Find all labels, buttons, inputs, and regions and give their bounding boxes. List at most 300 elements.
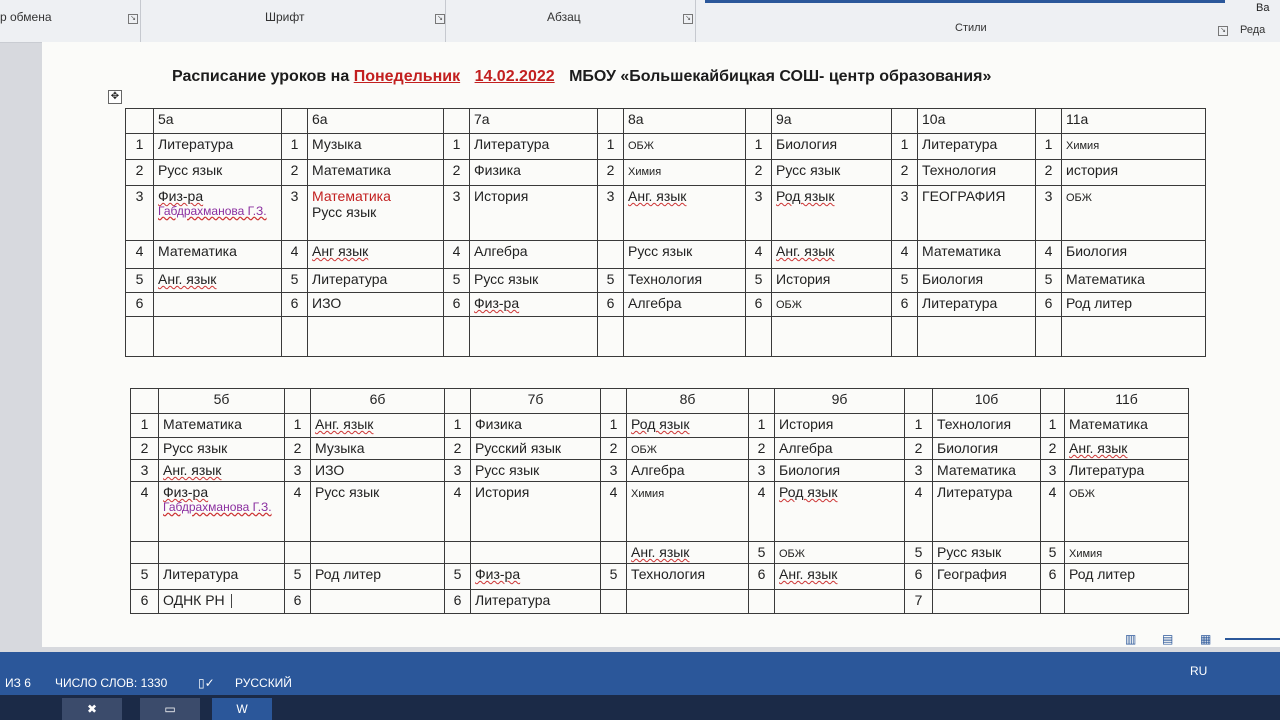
class-header-1[interactable]: 6а — [308, 109, 444, 134]
subject-cell[interactable] — [1065, 590, 1189, 614]
subject-cell[interactable] — [933, 460, 1041, 482]
ribbon-accent — [705, 0, 1225, 3]
subject-cell[interactable] — [308, 269, 444, 293]
subject-cell[interactable] — [918, 134, 1036, 160]
lesson-number-cell[interactable]: 4 — [749, 482, 775, 542]
subject-cell[interactable] — [154, 241, 282, 269]
subject-cell[interactable] — [311, 438, 445, 460]
paragraph-group-label: Абзац — [547, 10, 581, 24]
subject-cell[interactable] — [918, 269, 1036, 293]
lesson-number-cell[interactable]: 2 — [282, 160, 308, 186]
header-num-cell[interactable] — [285, 389, 311, 414]
subject-cell[interactable] — [159, 460, 285, 482]
read-mode-icon[interactable]: ▥ — [1125, 632, 1137, 646]
subject-cell[interactable] — [311, 460, 445, 482]
lesson-number-cell[interactable]: 3 — [282, 186, 308, 241]
lesson-number-cell[interactable]: 3 — [445, 460, 471, 482]
lesson-number-cell[interactable]: 6 — [285, 590, 311, 614]
subject-cell[interactable] — [627, 438, 749, 460]
subject-cell[interactable] — [471, 414, 601, 438]
subject-cell[interactable] — [1065, 414, 1189, 438]
subject-text: ОБЖ — [779, 548, 805, 560]
lesson-number-cell[interactable]: 6 — [126, 293, 154, 317]
subject-cell[interactable] — [159, 542, 285, 564]
header-num-cell[interactable] — [598, 109, 624, 134]
subject-text: Биология — [779, 462, 841, 478]
subject-cell[interactable] — [624, 186, 746, 241]
subject-text: Род язык — [631, 416, 690, 432]
subject-cell[interactable] — [1062, 317, 1206, 357]
subject-cell[interactable] — [470, 160, 598, 186]
table-move-handle-icon[interactable]: ✥ — [108, 90, 122, 104]
class-header-0[interactable]: 5б — [159, 389, 285, 414]
subject-cell[interactable] — [918, 293, 1036, 317]
subject-cell[interactable] — [308, 160, 444, 186]
subject-text: ОБЖ — [628, 140, 654, 152]
word-count[interactable]: ЧИСЛО СЛОВ: 1330 — [55, 676, 168, 690]
lesson-number-cell[interactable]: 2 — [598, 160, 624, 186]
lesson-number-cell[interactable] — [598, 241, 624, 269]
print-layout-icon[interactable]: ▤ — [1162, 632, 1174, 646]
lesson-number-cell[interactable]: 5 — [126, 269, 154, 293]
header-num-cell[interactable] — [282, 109, 308, 134]
subject-cell[interactable] — [470, 186, 598, 241]
subject-cell[interactable] — [933, 564, 1041, 590]
lesson-number-cell[interactable] — [445, 542, 471, 564]
subject-text: Литература — [922, 295, 998, 311]
subject-cell[interactable] — [308, 186, 444, 241]
subject-cell[interactable] — [1065, 542, 1189, 564]
table-header-row — [126, 109, 1206, 134]
subject-cell[interactable] — [624, 317, 746, 357]
class-header-0[interactable]: 5а — [154, 109, 282, 134]
class-header-3[interactable]: 8б — [627, 389, 749, 414]
lesson-number-cell[interactable] — [601, 590, 627, 614]
subject-text: История — [776, 271, 831, 287]
subject-cell[interactable] — [154, 160, 282, 186]
lesson-number-cell[interactable]: 1 — [445, 414, 471, 438]
subject-cell[interactable] — [918, 241, 1036, 269]
subject-text: Математика — [163, 416, 242, 432]
subject-cell[interactable] — [1062, 241, 1206, 269]
subject-text: Русский язык — [475, 440, 562, 456]
clipboard-launcher-icon[interactable]: ↘ — [128, 14, 138, 24]
subject-text: Род язык — [776, 188, 835, 204]
subject-cell[interactable] — [471, 590, 601, 614]
subject-text: Анг. язык — [779, 566, 838, 582]
lesson-number-cell[interactable]: 1 — [598, 134, 624, 160]
subject-cell[interactable] — [1062, 269, 1206, 293]
subject-cell[interactable] — [772, 317, 892, 357]
subject-cell[interactable] — [627, 482, 749, 542]
subject-text: Технология — [937, 416, 1012, 432]
subject-cell[interactable] — [1065, 482, 1189, 542]
lesson-number-cell[interactable]: 6 — [905, 564, 933, 590]
subject-cell[interactable] — [311, 542, 445, 564]
lesson-number-cell[interactable]: 5 — [892, 269, 918, 293]
lesson-number-cell[interactable]: 2 — [905, 438, 933, 460]
proofing-icon[interactable]: ▯✓ — [198, 676, 215, 690]
subject-cell[interactable] — [1062, 134, 1206, 160]
teacher-note: Габдрахманова Г.З. — [163, 500, 272, 514]
lesson-number-cell[interactable]: 4 — [445, 482, 471, 542]
subject-cell[interactable] — [154, 186, 282, 241]
lesson-number-cell[interactable]: 1 — [282, 134, 308, 160]
lesson-number-cell[interactable]: 3 — [601, 460, 627, 482]
lesson-number-cell[interactable]: 4 — [746, 241, 772, 269]
lesson-number-cell[interactable]: 6 — [746, 293, 772, 317]
subject-cell[interactable] — [775, 564, 905, 590]
font-launcher-icon[interactable]: ↘ — [435, 14, 445, 24]
lesson-number-cell[interactable]: 4 — [444, 241, 470, 269]
subject-cell[interactable] — [471, 482, 601, 542]
subject-cell[interactable] — [624, 241, 746, 269]
input-language[interactable]: RU — [1190, 664, 1208, 678]
lesson-number-cell[interactable]: 5 — [444, 269, 470, 293]
lesson-number-cell[interactable]: 3 — [598, 186, 624, 241]
web-layout-icon[interactable]: ▦ — [1200, 632, 1212, 646]
subject-text: Русс язык — [776, 162, 841, 178]
subject-cell[interactable] — [308, 241, 444, 269]
class-header-2[interactable]: 7а — [470, 109, 598, 134]
lesson-number-cell[interactable]: 5 — [749, 542, 775, 564]
subject-text: Род литер — [315, 566, 382, 582]
subject-text: Анг язык — [312, 243, 369, 259]
header-num-cell[interactable] — [131, 389, 159, 414]
document-title — [172, 68, 991, 86]
subject-cell[interactable] — [772, 241, 892, 269]
ribbon-group-font — [140, 0, 446, 42]
subject-text: История — [779, 416, 834, 432]
subject-cell[interactable] — [624, 134, 746, 160]
subject-text: Род литер — [1066, 295, 1133, 311]
lesson-number-cell[interactable]: 2 — [892, 160, 918, 186]
lesson-number-cell[interactable]: 6 — [282, 293, 308, 317]
class-header-5[interactable]: 10а — [918, 109, 1036, 134]
subject-text: Анг. язык — [776, 243, 835, 259]
lesson-number-cell[interactable]: 3 — [892, 186, 918, 241]
lesson-number-cell[interactable]: 5 — [1036, 269, 1062, 293]
subject-text: Биология — [1066, 243, 1128, 259]
lesson-number-cell[interactable]: 2 — [444, 160, 470, 186]
subject-cell[interactable] — [772, 293, 892, 317]
lesson-number-cell[interactable] — [601, 542, 627, 564]
header-num-cell[interactable] — [892, 109, 918, 134]
subject-text: Химия — [631, 488, 665, 500]
lesson-number-cell[interactable]: 5 — [285, 564, 311, 590]
subject-cell[interactable] — [159, 590, 285, 614]
class-header-5[interactable]: 10б — [933, 389, 1041, 414]
table-row — [131, 438, 1189, 460]
lesson-number-cell[interactable]: 7 — [905, 590, 933, 614]
subject-cell[interactable] — [775, 414, 905, 438]
lesson-number-cell[interactable]: 1 — [285, 414, 311, 438]
class-header-6[interactable]: 11а — [1062, 109, 1206, 134]
subject-cell[interactable] — [471, 564, 601, 590]
subject-cell[interactable] — [470, 317, 598, 357]
subject-text: Анг. язык — [163, 462, 222, 478]
subject-cell[interactable] — [918, 317, 1036, 357]
subject-cell[interactable] — [918, 160, 1036, 186]
lesson-number-cell[interactable]: 2 — [746, 160, 772, 186]
editing-group-label: Реда — [1240, 24, 1266, 36]
lesson-number-cell[interactable] — [749, 590, 775, 614]
lesson-number-cell[interactable]: 5 — [746, 269, 772, 293]
subject-cell[interactable] — [775, 460, 905, 482]
table-row — [131, 590, 1189, 614]
subject-text: Русс язык — [937, 544, 1002, 560]
subject-cell[interactable] — [154, 293, 282, 317]
header-num-cell[interactable] — [601, 389, 627, 414]
subject-cell[interactable] — [311, 564, 445, 590]
page-count[interactable]: ИЗ 6 — [5, 676, 31, 690]
subject-cell[interactable] — [154, 269, 282, 293]
zoom-slider[interactable] — [1225, 638, 1280, 640]
lesson-number-cell[interactable]: 3 — [905, 460, 933, 482]
subject-text: Биология — [937, 440, 999, 456]
subject-cell[interactable] — [471, 542, 601, 564]
lesson-number-cell[interactable]: 3 — [1036, 186, 1062, 241]
subject-text: Химия — [1066, 140, 1100, 152]
lesson-number-cell[interactable]: 5 — [1041, 542, 1065, 564]
subject-cell[interactable] — [471, 460, 601, 482]
subject-cell[interactable] — [308, 317, 444, 357]
subject-cell[interactable] — [470, 293, 598, 317]
subject-cell[interactable] — [1065, 460, 1189, 482]
subject-cell[interactable] — [775, 438, 905, 460]
header-num-cell[interactable] — [905, 389, 933, 414]
subject-cell[interactable] — [470, 269, 598, 293]
subject-cell[interactable] — [772, 269, 892, 293]
subject-text: ОДНК РН — [163, 592, 225, 608]
subject-text: Русс язык — [158, 162, 223, 178]
subject-cell[interactable] — [154, 317, 282, 357]
subject-text: Биология — [922, 271, 984, 287]
subject-cell[interactable] — [311, 590, 445, 614]
table-row — [131, 460, 1189, 482]
lesson-number-cell[interactable]: 1 — [892, 134, 918, 160]
header-num-cell[interactable] — [1036, 109, 1062, 134]
subject-cell[interactable] — [1062, 160, 1206, 186]
subject-text: География — [937, 566, 1007, 582]
subject-cell[interactable] — [471, 438, 601, 460]
lesson-number-cell[interactable]: 4 — [1036, 241, 1062, 269]
subject-cell[interactable] — [772, 186, 892, 241]
subject-text: Анг. язык — [315, 416, 374, 432]
lesson-number-cell[interactable]: 5 — [131, 564, 159, 590]
subject-cell[interactable] — [1062, 293, 1206, 317]
lesson-number-cell[interactable]: 2 — [126, 160, 154, 186]
subject-cell[interactable] — [627, 564, 749, 590]
lesson-number-cell[interactable]: 3 — [285, 460, 311, 482]
subject-cell[interactable] — [159, 482, 285, 542]
lesson-number-cell[interactable]: 5 — [282, 269, 308, 293]
lesson-number-cell[interactable]: 6 — [131, 590, 159, 614]
subject-text: Литература — [1069, 462, 1145, 478]
subject-text: ОБЖ — [1069, 488, 1095, 500]
lesson-number-cell[interactable]: 6 — [1036, 293, 1062, 317]
lesson-number-cell[interactable]: 4 — [126, 241, 154, 269]
lesson-number-cell[interactable]: 2 — [131, 438, 159, 460]
subject-cell[interactable] — [624, 160, 746, 186]
lesson-number-cell[interactable]: 2 — [749, 438, 775, 460]
lesson-number-cell[interactable]: 6 — [892, 293, 918, 317]
taskbar-word-icon[interactable]: W — [212, 698, 272, 720]
lesson-number-cell[interactable]: 2 — [445, 438, 471, 460]
table-row — [126, 317, 1206, 357]
lesson-number-cell[interactable]: 3 — [749, 460, 775, 482]
lesson-number-cell[interactable] — [285, 542, 311, 564]
lesson-number-cell[interactable]: 4 — [285, 482, 311, 542]
lesson-number-cell[interactable]: 3 — [126, 186, 154, 241]
lesson-number-cell[interactable]: 5 — [445, 564, 471, 590]
class-header-3[interactable]: 8а — [624, 109, 746, 134]
subject-cell[interactable] — [470, 134, 598, 160]
subject-cell[interactable] — [1065, 564, 1189, 590]
schedule-table-1[interactable] — [125, 108, 1206, 357]
class-header-6[interactable]: 11б — [1065, 389, 1189, 414]
header-num-cell[interactable] — [445, 389, 471, 414]
subject-cell[interactable] — [933, 414, 1041, 438]
subject-cell[interactable] — [154, 134, 282, 160]
lesson-number-cell[interactable]: 3 — [1041, 460, 1065, 482]
subject-cell[interactable] — [627, 460, 749, 482]
lesson-number-cell[interactable]: 1 — [1036, 134, 1062, 160]
lesson-number-cell[interactable]: 1 — [126, 134, 154, 160]
styles-launcher-icon[interactable]: ↘ — [1218, 26, 1228, 36]
lesson-number-cell[interactable]: 1 — [601, 414, 627, 438]
header-num-cell[interactable] — [749, 389, 775, 414]
lesson-number-cell[interactable]: 1 — [746, 134, 772, 160]
lesson-number-cell[interactable]: 6 — [1041, 564, 1065, 590]
subject-cell[interactable] — [772, 134, 892, 160]
lesson-number-cell[interactable]: 2 — [601, 438, 627, 460]
lesson-number-cell[interactable]: 2 — [1041, 438, 1065, 460]
subject-cell[interactable] — [933, 482, 1041, 542]
lesson-number-cell[interactable]: 4 — [1041, 482, 1065, 542]
subject-cell[interactable] — [311, 414, 445, 438]
lesson-number-cell[interactable]: 1 — [905, 414, 933, 438]
lesson-number-cell[interactable]: 2 — [1036, 160, 1062, 186]
lesson-number-cell[interactable]: 6 — [445, 590, 471, 614]
lesson-number-cell[interactable] — [746, 317, 772, 357]
header-num-cell[interactable] — [1041, 389, 1065, 414]
subject-text: Технология — [922, 162, 997, 178]
subject-cell[interactable] — [624, 293, 746, 317]
subject-cell[interactable] — [775, 482, 905, 542]
lesson-number-cell[interactable] — [126, 317, 154, 357]
lesson-number-cell[interactable]: 3 — [131, 460, 159, 482]
lesson-number-cell[interactable]: 1 — [444, 134, 470, 160]
table-row — [131, 542, 1189, 564]
lesson-number-cell[interactable]: 4 — [282, 241, 308, 269]
subject-cell[interactable] — [470, 241, 598, 269]
subject-text: Математика — [1069, 416, 1148, 432]
subject-cell[interactable] — [159, 438, 285, 460]
subject-cell[interactable] — [308, 293, 444, 317]
subject-cell[interactable] — [308, 134, 444, 160]
language-status[interactable]: РУССКИЙ — [235, 676, 292, 690]
lesson-number-cell[interactable] — [892, 317, 918, 357]
lesson-number-cell[interactable] — [282, 317, 308, 357]
class-header-4[interactable]: 9б — [775, 389, 905, 414]
subject-cell[interactable] — [775, 590, 905, 614]
schedule-table-2[interactable] — [130, 388, 1189, 614]
lesson-number-cell[interactable]: 5 — [905, 542, 933, 564]
lesson-number-cell[interactable]: 3 — [746, 186, 772, 241]
subject-text: Математика — [1066, 271, 1145, 287]
lesson-number-cell[interactable]: 4 — [131, 482, 159, 542]
subject-cell[interactable] — [624, 269, 746, 293]
subject-cell[interactable] — [627, 542, 749, 564]
lesson-number-cell[interactable] — [131, 542, 159, 564]
subject-text: Алгебра — [779, 440, 833, 456]
lesson-number-cell[interactable] — [444, 317, 470, 357]
subject-cell[interactable] — [311, 482, 445, 542]
lesson-number-cell[interactable]: 5 — [598, 269, 624, 293]
header-num-cell[interactable] — [444, 109, 470, 134]
lesson-number-cell[interactable]: 6 — [749, 564, 775, 590]
taskbar-app-icon[interactable]: ✖ — [62, 698, 122, 720]
subject-cell[interactable] — [918, 186, 1036, 241]
subject-cell[interactable] — [627, 414, 749, 438]
paragraph-launcher-icon[interactable]: ↘ — [683, 14, 693, 24]
ribbon-group-paragraph — [445, 0, 696, 42]
subject-cell[interactable] — [1065, 438, 1189, 460]
class-header-1[interactable]: 6б — [311, 389, 445, 414]
ribbon — [0, 0, 1280, 43]
table-row — [131, 564, 1189, 590]
header-num-cell[interactable] — [126, 109, 154, 134]
subject-text: Русс язык — [475, 462, 540, 478]
lesson-number-cell[interactable]: 4 — [905, 482, 933, 542]
lesson-number-cell[interactable]: 2 — [285, 438, 311, 460]
title-date: 14.02.2022 — [474, 68, 555, 85]
subject-cell[interactable] — [159, 414, 285, 438]
lesson-number-cell[interactable]: 3 — [444, 186, 470, 241]
subject-text: Технология — [631, 566, 706, 582]
lesson-number-cell[interactable] — [1036, 317, 1062, 357]
subject-text: Физ-ра — [474, 295, 520, 311]
subject-cell[interactable] — [933, 590, 1041, 614]
subject-cell[interactable] — [933, 542, 1041, 564]
lesson-number-cell[interactable] — [598, 317, 624, 357]
subject-text: история — [1066, 162, 1119, 178]
lesson-number-cell[interactable]: 1 — [749, 414, 775, 438]
subject-cell[interactable] — [775, 542, 905, 564]
class-header-2[interactable]: 7б — [471, 389, 601, 414]
table-row — [126, 160, 1206, 186]
subject-cell[interactable] — [159, 564, 285, 590]
lesson-number-cell[interactable]: 6 — [598, 293, 624, 317]
lesson-number-cell[interactable]: 5 — [601, 564, 627, 590]
subject-cell[interactable] — [772, 160, 892, 186]
header-num-cell[interactable] — [746, 109, 772, 134]
class-header-4[interactable]: 9а — [772, 109, 892, 134]
lesson-number-cell[interactable] — [1041, 590, 1065, 614]
taskbar-explorer-icon[interactable]: ▭ — [140, 698, 200, 720]
subject-cell[interactable] — [1062, 186, 1206, 241]
subject-cell[interactable] — [627, 590, 749, 614]
lesson-number-cell[interactable]: 4 — [892, 241, 918, 269]
lesson-number-cell[interactable]: 1 — [1041, 414, 1065, 438]
subject-text: ИЗО — [315, 462, 345, 478]
find-label[interactable]: Ва — [1256, 2, 1270, 14]
lesson-number-cell[interactable]: 4 — [601, 482, 627, 542]
subject-cell[interactable] — [933, 438, 1041, 460]
lesson-number-cell[interactable]: 6 — [444, 293, 470, 317]
lesson-number-cell[interactable]: 1 — [131, 414, 159, 438]
